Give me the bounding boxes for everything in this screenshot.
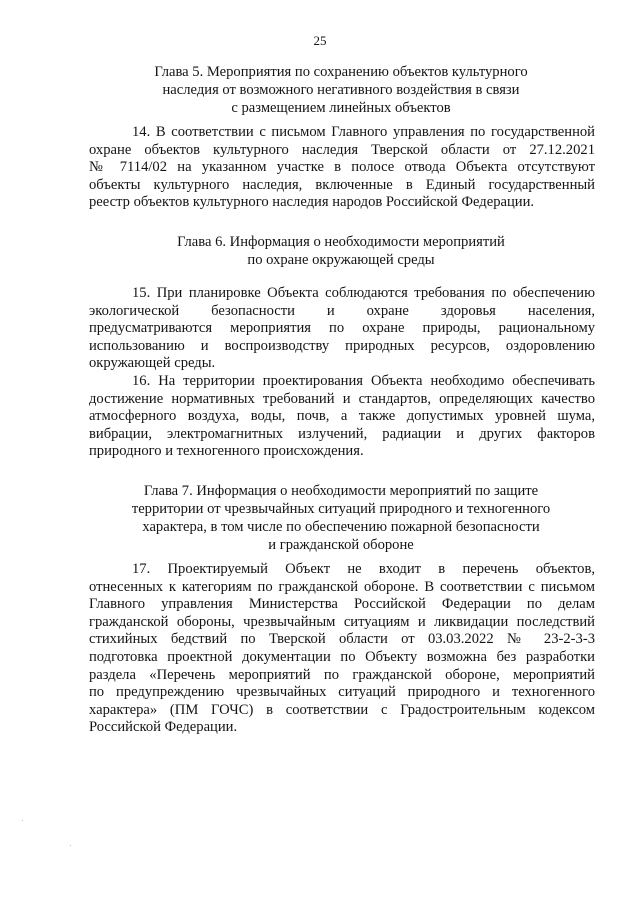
paragraph-line: достижение нормативных требований и стандартов, определяющих качество [89,390,595,407]
paragraph-line: 16. На территории проектирования Объекта необходимо обеспечивать [132,373,595,389]
paragraph-17 [89,561,595,737]
paragraph-line: Главного управления Министерства Российской Федерации по делам [89,596,595,613]
scan-speck [22,820,23,821]
paragraph-line: реестр объектов культурного наследия народов Российской Федерации. [89,194,535,211]
scan-speck [70,845,71,846]
chapter-5-heading [88,63,594,117]
paragraph-line: природного и техногенного происхождения. [89,443,364,460]
paragraph-15 [89,285,595,373]
paragraph-line: вибрации, электромагнитных излучений, радиации и других факторов [89,425,595,442]
chapter-7-heading-line: территории от чрезвычайных ситуаций природного и техногенного [131,501,551,517]
page-number: 25 [313,33,327,48]
paragraph-line: охране объектов культурного наследия Тверской области от 27.12.2021 [89,141,595,158]
paragraph-line: характера» (ПМ ГОЧС) в соответствии с Градостроительным кодексом [89,701,595,718]
paragraph-line: атмосферного воздуха, воды, почв, а также допустимых уровней шума, [89,408,595,425]
chapter-5-heading-line: Глава 5. Мероприятия по сохранению объектов культурного [154,64,528,80]
chapter-7-heading-line: Глава 7. Информация о необходимости мероприятий по защите [143,483,539,499]
chapter-7-heading-line: и гражданской обороне [268,537,414,553]
chapter-6-heading [88,233,594,269]
paragraph-line: окружающей среды. [89,355,216,372]
paragraph-line: использованию и воспроизводству природных ресурсов, оздоровлению [89,337,595,354]
paragraph-line: стихийных бедствий по Тверской области от 03.03.2022 № 23-2-3-3 [89,631,595,648]
chapter-6-heading-line: Глава 6. Информация о необходимости мероприятий [177,234,505,250]
paragraph-line: 14. В соответствии с письмом Главного управления по государственной [132,124,595,140]
chapter-6-heading-line: по охране окружающей среды [247,252,435,268]
paragraph-line: раздела «Перечень мероприятий по гражданской обороне, мероприятий [89,666,595,683]
paragraph-14 [89,124,595,212]
paragraph-line: Российской Федерации. [89,719,238,736]
chapter-5-heading-line: наследия от возможного негативного воздействия в связи [162,82,520,98]
paragraph-line: 17. Проектируемый Объект не входит в перечень объектов, [132,561,595,577]
chapter-5-heading-line: с размещением линейных объектов [231,100,451,116]
chapter-7-heading [88,482,594,554]
paragraph-line: объекты культурного наследия, включенные в Единый государственный [89,176,595,193]
paragraph-line: подготовка проектной документации по Объекту возможна без разработки [89,648,595,665]
chapter-7-heading-line: характера, в том числе по обеспечению пожарной безопасности [142,519,540,535]
paragraph-line: отнесенных к категориям по гражданской обороне. В соответствии с письмом [89,578,595,595]
paragraph-16 [89,373,595,461]
paragraph-line: 15. При планировке Объекта соблюдаются требования по обеспечению [132,285,595,301]
paragraph-line: предусматриваются мероприятия по охране природы, рациональному [89,320,595,337]
paragraph-line: по предупреждению чрезвычайных ситуаций природного и техногенного [89,684,595,701]
paragraph-line: № 7114/02 на указанном участке в полосе отвода Объекта отсутствуют [89,159,595,176]
paragraph-line: гражданской обороны, чрезвычайным ситуациям и ликвидации последствий [89,613,595,630]
paragraph-line: экологической безопасности и охране здоровья населения, [89,302,595,319]
